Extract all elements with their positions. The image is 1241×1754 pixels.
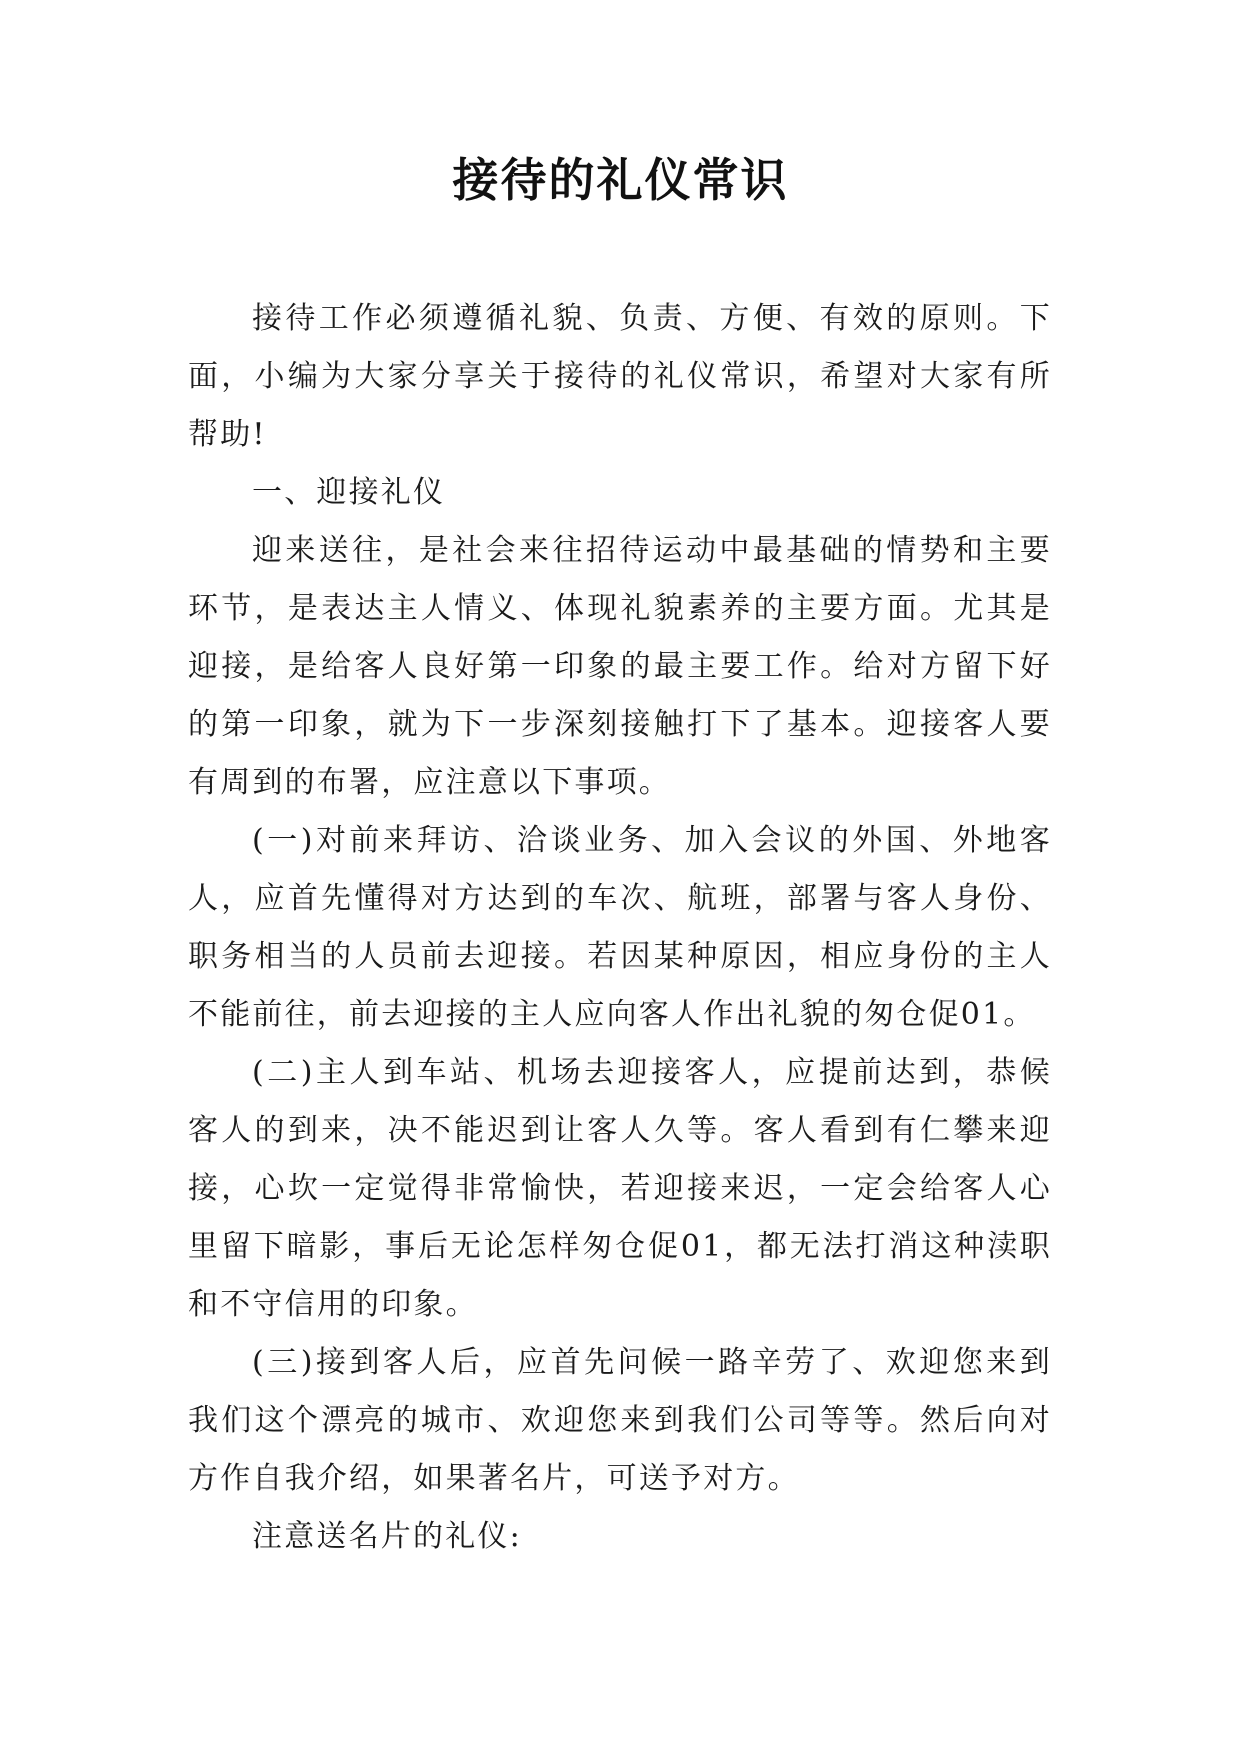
paragraph-intro: 接待工作必须遵循礼貌、负责、方便、有效的原则。下面，小编为大家分享关于接待的礼仪常识，希望对大家有所帮助! — [188, 301, 1052, 452]
paragraph-welcome-overview: 迎来送往，是社会来往招待运动中最基础的情势和主要环节，是表达主人情义、体现礼貌素养的主要方面。尤其是迎接，是给客人良好第一印象的最主要工作。给对方留下好的第一印象，就为下一步深刻接触打下了基本。迎接客人要有周到的布署，应注意以下事项。 — [188, 533, 1052, 800]
paragraph-item-2: (二)主人到车站、机场去迎接客人，应提前达到，恭候客人的到来，决不能迟到让客人久等。客人看到有仁攀来迎接，心坎一定觉得非常愉快，若迎接来迟，一定会给客人心里留下暗影，事后无论怎样匆仓促01，都无法打消这种渎职和不守信用的印象。 — [188, 1055, 1052, 1322]
paragraph-item-3: (三)接到客人后，应首先问候一路辛劳了、欢迎您来到我们这个漂亮的城市、欢迎您来到我们公司等等。然后向对方作自我介绍，如果著名片，可送予对方。 — [188, 1345, 1052, 1496]
paragraph-business-card-note: 注意送名片的礼仪: — [252, 1519, 522, 1554]
paragraph-item-1: (一)对前来拜访、洽谈业务、加入会议的外国、外地客人，应首先懂得对方达到的车次、航班，部署与客人身份、职务相当的人员前去迎接。若因某种原因，相应身份的主人不能前往，前去迎接的主人应向客人作出礼貌的匆仓促01。 — [188, 823, 1052, 1032]
section-heading-welcome-etiquette: 一、迎接礼仪 — [252, 475, 446, 510]
document-title: 接待的礼仪常识 — [452, 153, 789, 207]
document-body — [188, 290, 1052, 1566]
